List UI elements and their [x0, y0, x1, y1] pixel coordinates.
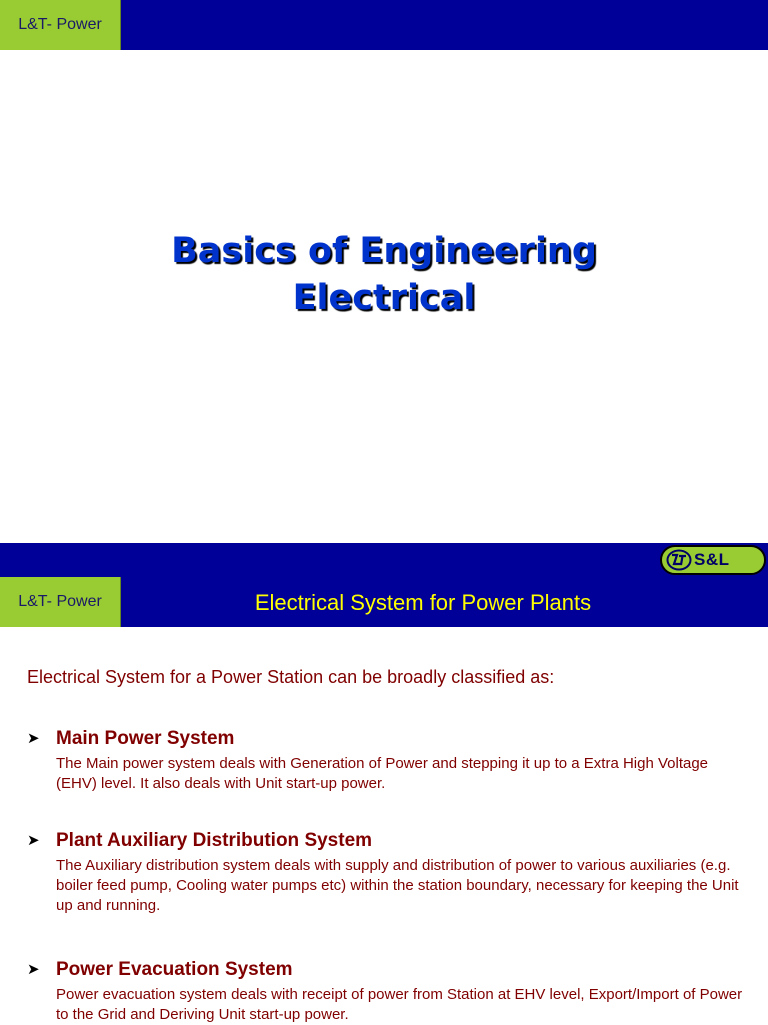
logo-text: S&L [694, 550, 730, 569]
section-heading: Plant Auxiliary Distribution System [56, 830, 373, 851]
section-auxiliary-distribution [27, 828, 747, 916]
company-logo [660, 545, 766, 575]
intro-text: Electrical System for a Power Station can be broadly classified as: [27, 667, 555, 687]
section-body: Power evacuation system deals with receipt of power from Station at EHV level, Export/Import of Power to the Grid and Deriving Unit start-up power. [56, 986, 743, 1023]
slide1-brand-tag: L&T- Power [0, 0, 121, 50]
slide1-title-line1: Basics of Engineering [171, 231, 597, 271]
section-heading: Power Evacuation System [56, 959, 293, 980]
section-body: The Auxiliary distribution system deals with supply and distribution of power to various auxiliaries (e.g. boiler feed pump, Cooling water pumps etc) within the station boundary, necessary for keeping the Unit up and running. [56, 857, 739, 914]
slide2-title: Electrical System for Power Plants [254, 590, 592, 615]
slide1-title-line2: Electrical [292, 278, 476, 318]
arrow-bullet-icon: ➤ [27, 832, 40, 849]
lt-logo-icon [666, 549, 692, 571]
arrow-bullet-icon: ➤ [27, 730, 40, 747]
slide2-brand-tag: L&T- Power [0, 577, 121, 627]
section-main-power [27, 726, 747, 794]
arrow-bullet-icon: ➤ [27, 961, 40, 978]
section-heading: Main Power System [56, 728, 235, 749]
section-power-evacuation [27, 957, 747, 1025]
slide1-title [0, 228, 768, 322]
section-body: The Main power system deals with Generation of Power and stepping it up to a Extra High Voltage (EHV) level. It also deals with Unit start-up power. [56, 755, 709, 792]
